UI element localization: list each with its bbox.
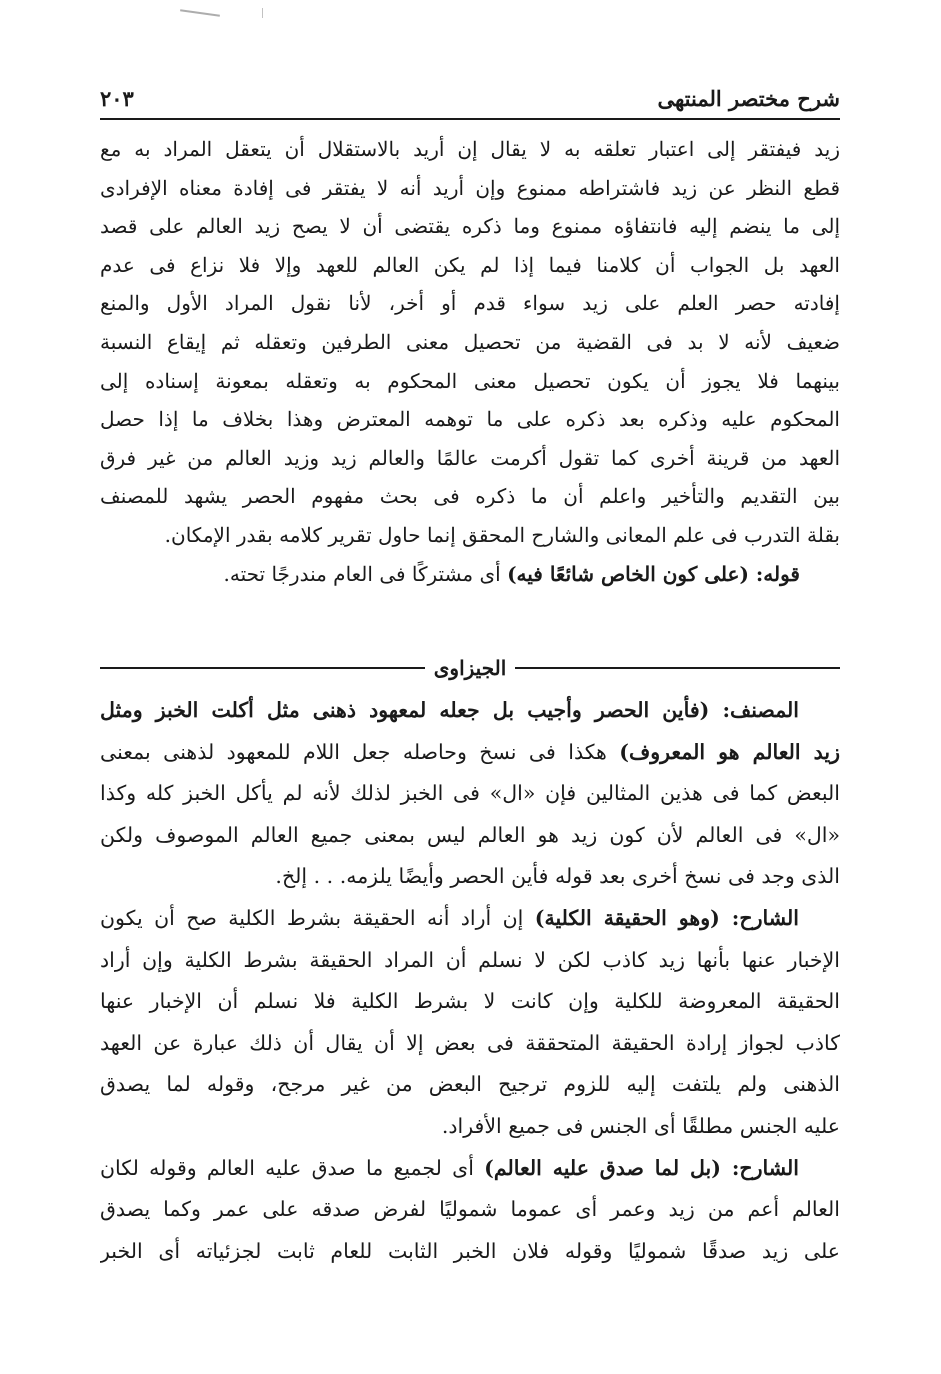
- text-line: الحقيقة المعروضة للكلية وإن كانت لا بشرط الكلية فلا نسلم أن الإخبار عنها: [100, 989, 840, 1014]
- text-line: ضعيف لأنه لا بد فى القضية من تحصيل معنى الطرفين وتعقله ثم إيقاع النسبة: [100, 329, 840, 354]
- text-line: بين التقديم والتأخير واعلم أن ما ذكره فى بحث مفهوم الحصر يشهد للمصنف: [100, 484, 840, 509]
- header-rule: [100, 118, 840, 120]
- text-line: [100, 732, 840, 774]
- paragraph-start-line: [100, 898, 840, 940]
- quote-lemma: (على كون الخاص شائعًا فيه): [507, 561, 749, 586]
- text-line: إفادته حصر العلم على زيد سواء قدم أو أخر، لأنا نقول المراد الأول والمنع: [100, 291, 840, 316]
- lemma: (بل لما صدق عليه العالم): [484, 1155, 721, 1180]
- paragraph-start-line: [100, 1148, 840, 1190]
- quote-line: [100, 555, 840, 594]
- quote-rest: أى مشتركًا فى العام مندرجًا تحته.: [223, 561, 508, 586]
- text-line: العهد من قرينة أخرى كما تقول أكرمت عالمًا والعالم زيد وزيد العالم من غير فرق: [100, 445, 840, 470]
- lemma: (فأين الحصر وأجيب بل جعله لمعهود ذهنى مثل أكلت الخبز ومثل: [100, 698, 710, 722]
- text-line: زيد فيفتقر إلى اعتبار تعلقه به لا يقال إن أريد بالاستقلال أن يتعقل المراد به مع: [100, 137, 840, 161]
- text-line: المحكوم عليه وذكره بعد ذكره على ما توهمه المعترض وهذا بخلاف ما إذا حصل: [100, 407, 840, 432]
- page-number: ٢٠٣: [100, 86, 134, 111]
- commentary-section: [100, 130, 840, 593]
- text-line: كاذب لجواز إرادة الحقيقة المتحققة فى بعض إلا أن يقال أن ذلك عبارة عن العهد: [100, 1030, 840, 1055]
- text-span: أى لجميع ما صدق عليه العالم وقوله لكان: [100, 1155, 485, 1180]
- divider-rule: [515, 667, 840, 669]
- text-line: عليه الجنس مطلقًا أى الجنس فى جميع الأفراد.: [441, 1113, 840, 1138]
- text-line: بقلة التدرب فى علم المعانى والشارح المحقق إنما حاول تقرير كلامه بقدر الإمكان.: [164, 522, 840, 547]
- text-line: بينهما فلا يجوز أن يكون تحصيل معنى المحكوم به وتعقله بمعونة إسناده إلى: [100, 368, 840, 393]
- scan-artifact: [180, 9, 220, 17]
- paragraph-label: المصنف:: [709, 698, 799, 722]
- scan-artifact: [262, 8, 263, 18]
- divider-label: الجيزاوى: [433, 656, 507, 680]
- lemma: زيد العالم هو المعروف): [619, 739, 840, 764]
- book-title: شرح مختصر المنتهى: [657, 86, 840, 111]
- text-line: الإخبار عنها بأنها زيد كاذب لكن لا نسلم أن المراد الحقيقة بشرط الكلية وإن أراد: [100, 947, 840, 972]
- text-line: «ال» فى العالم لأن كون زيد هو العالم ليس بمعنى جميع العالم الموصوف ولكن: [100, 822, 840, 847]
- divider-rule: [100, 667, 425, 669]
- text-span: هكذا فى نسخ وحاصله جعل اللام للمعهود لذهنى بمعنى: [100, 739, 620, 764]
- running-header: [100, 86, 840, 112]
- text-line: البعض كما فى هذين المثالين فإن «ال» فى الخبز لذلك لأنه لم يأكل الخبز كله وكذا: [100, 781, 840, 806]
- text-span: إن أراد أنه الحقيقة بشرط الكلية صح أن يكون: [100, 905, 535, 930]
- paragraph-label: الشارح:: [720, 1155, 800, 1180]
- text-line: على زيد صدقًا شموليًا وقوله فلان الخبر الثابت للعام ثابت لجزئياته أى الخبر: [100, 1238, 840, 1263]
- paragraph-start-line: [100, 690, 840, 732]
- quote-prefix: قوله:: [748, 561, 800, 586]
- text-line: الذى وجد فى نسخ أخرى بعد قوله فأين الحصر وأيضًا يلزمه. . . إلخ.: [275, 864, 840, 889]
- text-line: قطع النظر عن زيد فاشتراطه ممنوع وإن أريد أنه لا يفتقر فى إفادة معناه الإفرادى: [100, 175, 840, 200]
- gloss-section: [100, 690, 840, 1272]
- section-divider: [100, 650, 840, 686]
- text-line: الذهنى ولم يلتفت إليه للزوم ترجيح البعض من غير مرجح، وقوله لما يصدق: [100, 1072, 840, 1097]
- paragraph-label: الشارح:: [719, 905, 799, 930]
- text-line: العالم أعم من زيد وعمر أى عموما شموليًا لفرض صدقه على عمر وكما يصدق: [100, 1197, 840, 1222]
- lemma: (وهو الحقيقة الكلية): [534, 905, 720, 930]
- text-line: العهد بل الجواب أن كلامنا فيما إذا لم يكن العالم للعهد وإلا فلا نزاع فى عدم: [100, 252, 840, 277]
- text-line: إلى ما ينضم إليه فانتفاؤه ممنوع وما ذكره يقتضى أن لا يصح زيد العالم على قصد: [100, 214, 840, 239]
